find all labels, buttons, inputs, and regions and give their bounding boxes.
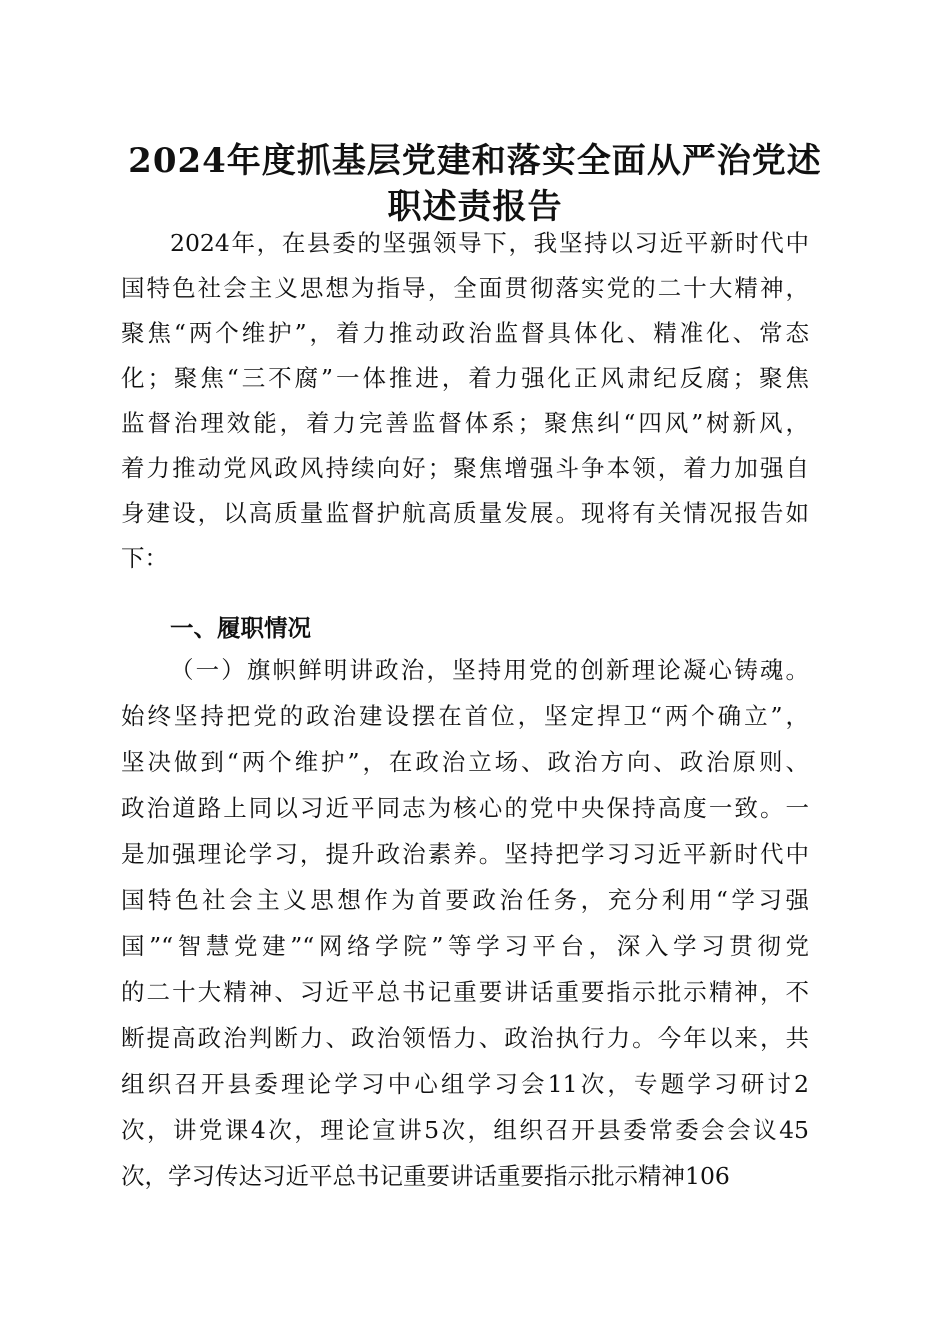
intro-paragraph-line: 监督治理效能，着力完善监督体系；聚焦纠“四风”树新风，: [121, 409, 809, 437]
intro-paragraph-line: 下：: [121, 544, 168, 572]
intro-paragraph-line: 身建设，以高质量监督护航高质量发展。现将有关情况报告如: [121, 499, 809, 527]
section-paragraph-line: 组织召开县委理论学习中心组学习会11次，专题学习研讨2: [121, 1070, 809, 1098]
intro-paragraph-line: 聚焦“两个维护”，着力推动政治监督具体化、精准化、常态: [121, 319, 809, 347]
intro-paragraph-line: 化；聚焦“三不腐”一体推进，着力强化正风肃纪反腐；聚焦: [121, 364, 809, 392]
section-paragraph-line: 断提高政治判断力、政治领悟力、政治执行力。今年以来，共: [121, 1024, 809, 1052]
section-heading: 一、履职情况: [170, 614, 311, 642]
section-paragraph-line: 国特色社会主义思想作为首要政治任务，充分利用“学习强: [121, 886, 809, 914]
section-paragraph-line: 始终坚持把党的政治建设摆在首位，坚定捍卫“两个确立”，: [121, 702, 809, 730]
document-title-line-1: 2024年度抓基层党建和落实全面从严治党述: [128, 141, 822, 181]
section-paragraph-line: （一）旗帜鲜明讲政治，坚持用党的创新理论凝心铸魂。: [170, 656, 809, 684]
intro-paragraph-line: 着力推动党风政风持续向好；聚焦增强斗争本领，着力加强自: [121, 454, 809, 482]
section-paragraph-line: 坚决做到“两个维护”，在政治立场、政治方向、政治原则、: [121, 748, 809, 776]
document-title-line-2: 职述责报告: [387, 187, 563, 227]
section-paragraph-line: 次，学习传达习近平总书记重要讲话重要指示批示精神106: [121, 1162, 730, 1190]
intro-paragraph-line: 国特色社会主义思想为指导，全面贯彻落实党的二十大精神，: [121, 274, 809, 302]
section-paragraph-line: 国”“智慧党建”“网络学院”等学习平台，深入学习贯彻党: [121, 932, 809, 960]
section-paragraph-line: 是加强理论学习，提升政治素养。坚持把学习习近平新时代中: [121, 840, 809, 868]
section-paragraph-line: 次，讲党课4次，理论宣讲5次，组织召开县委常委会会议45: [121, 1116, 809, 1144]
section-paragraph-line: 的二十大精神、习近平总书记重要讲话重要指示批示精神，不: [121, 978, 809, 1006]
section-paragraph-line: 政治道路上同以习近平同志为核心的党中央保持高度一致。一: [121, 794, 809, 822]
intro-paragraph-line: 2024年，在县委的坚强领导下，我坚持以习近平新时代中: [170, 229, 809, 257]
